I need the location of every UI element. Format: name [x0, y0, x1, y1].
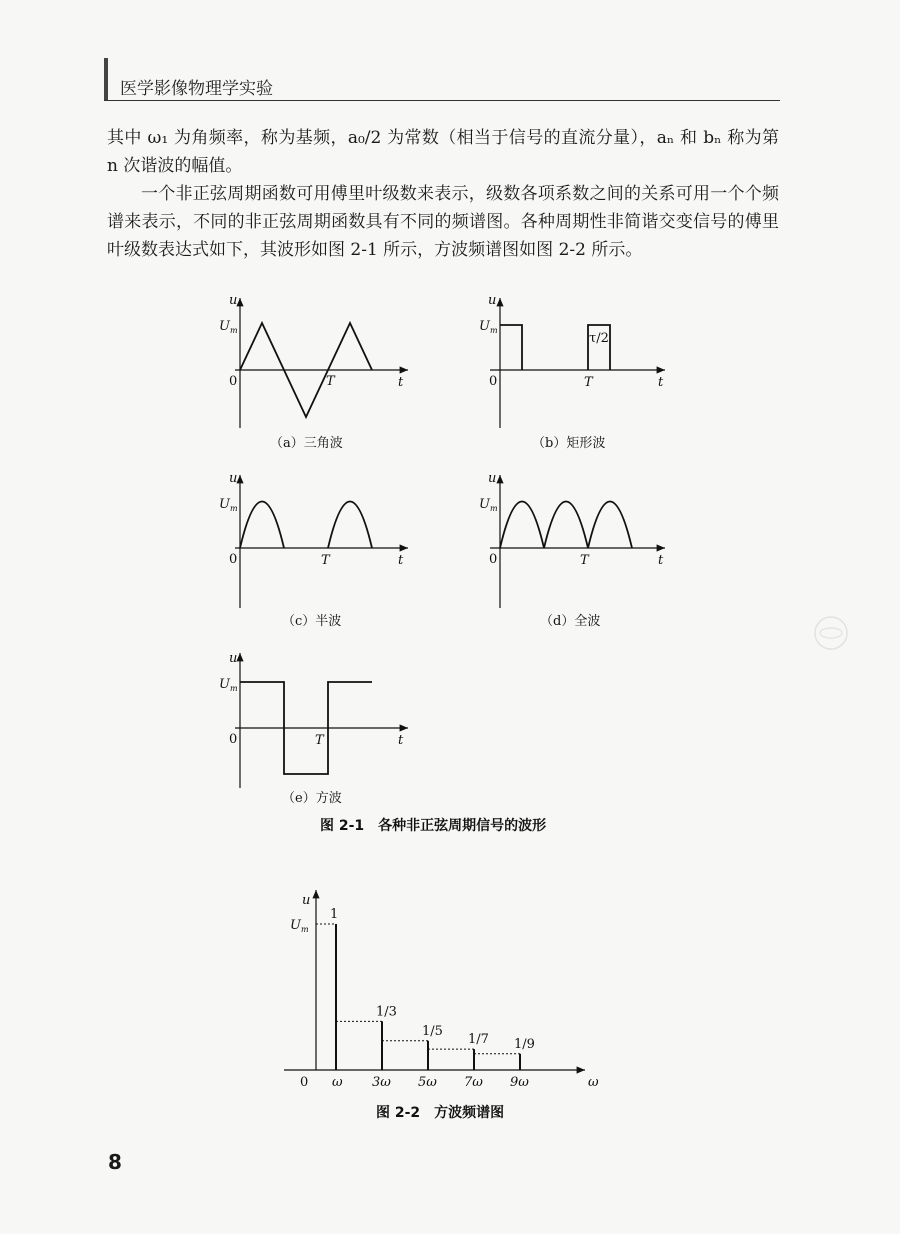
origin-label: 0: [489, 374, 498, 389]
spectrum-tick-label: 9ω: [510, 1075, 529, 1090]
spectrum-chart: [284, 890, 599, 1090]
um-label: $U_m$: [290, 918, 309, 934]
paragraph-harmonics: 其中 ω₁ 为角频率，称为基频，a₀/2 为常数（相当于信号的直流分量），aₙ 和 bₙ 称为第 n 次谐波的幅值。: [107, 128, 779, 176]
spectrum-value-label: 1/3: [376, 1004, 397, 1020]
spectrum-value-label: 1/5: [422, 1023, 443, 1039]
panel-square-wave: [219, 651, 408, 806]
spectrum-tick-label: 5ω: [418, 1075, 437, 1090]
axis-omega-label: ω: [588, 1075, 599, 1090]
period-t-label: T: [315, 733, 324, 748]
spectrum-tick-label: ω: [332, 1075, 343, 1090]
panel-half-wave: [219, 471, 408, 629]
axis-t-label: t: [658, 375, 664, 390]
figure-2-2-caption: 图 2-2 方波频谱图: [376, 1105, 505, 1121]
tau-half-label: τ/2: [589, 331, 609, 346]
full-wave-curve: [500, 502, 632, 549]
panel-triangle-wave: [219, 293, 408, 451]
period-t-label: T: [326, 374, 335, 389]
panel-full-wave: [479, 471, 665, 629]
spectrum-value-label: 1/7: [468, 1032, 489, 1048]
page-number: 8: [108, 1150, 122, 1174]
spectrum-value-label: 1: [330, 907, 339, 922]
axis-u-label: u: [229, 293, 238, 308]
origin-label: 0: [300, 1075, 309, 1090]
spectrum-tick-label: 3ω: [372, 1075, 391, 1090]
um-label: $U_m$: [479, 497, 498, 513]
panel-c-caption: （c）半波: [282, 614, 342, 629]
axis-t-label: t: [398, 733, 404, 748]
axis-t-label: t: [658, 553, 664, 568]
origin-label: 0: [489, 552, 498, 567]
axis-u-label: u: [488, 471, 497, 486]
panel-d-caption: （d）全波: [540, 614, 601, 629]
panel-rectangular-wave: [479, 293, 665, 451]
running-header: 医学影像物理学实验: [120, 79, 273, 99]
figure-2-1-caption: 图 2-1 各种非正弦周期信号的波形: [320, 818, 547, 834]
panel-b-caption: （b）矩形波: [532, 436, 606, 451]
axis-u-label: u: [229, 471, 238, 486]
origin-label: 0: [229, 552, 238, 567]
axis-t-label: t: [398, 375, 404, 390]
half-wave-curve: [240, 502, 372, 549]
panel-a-caption: （a）三角波: [270, 436, 343, 451]
period-t-label: T: [580, 553, 589, 568]
origin-label: 0: [229, 374, 238, 389]
period-t-label: T: [321, 553, 330, 568]
panel-e-caption: （e）方波: [282, 791, 342, 806]
axis-u-label: u: [229, 651, 238, 666]
axis-u-label: u: [302, 893, 311, 908]
axis-u-label: u: [488, 293, 497, 308]
spectrum-value-label: 1/9: [514, 1036, 535, 1052]
um-label: $U_m$: [479, 319, 498, 335]
origin-label: 0: [229, 732, 238, 747]
period-t-label: T: [584, 375, 593, 390]
spectrum-tick-label: 7ω: [464, 1075, 483, 1090]
um-label: $U_m$: [219, 319, 238, 335]
watermark-logo-icon: [812, 614, 850, 656]
um-label: $U_m$: [219, 497, 238, 513]
paragraph-fourier: 一个非正弦周期函数可用傅里叶级数来表示，级数各项系数之间的关系可用一个个频谱来表示，不同的非正弦周期函数具有不同的频谱图。各种周期性非简谐交变信号的傅里叶级数表达式如下，其波形如图 2-1 所示，方波频谱图如图 2-2 所示。: [107, 184, 779, 260]
axis-t-label: t: [398, 553, 404, 568]
um-label: $U_m$: [219, 677, 238, 693]
